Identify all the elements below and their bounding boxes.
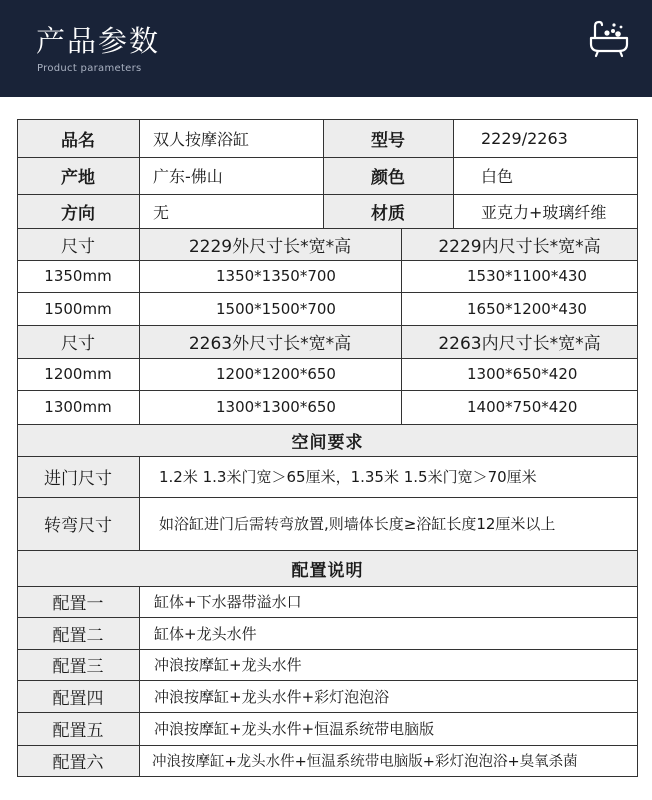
value-material: 亚克力+玻璃纤维 [481, 202, 607, 222]
size-2229-row-2-outer: 1500*1500*700 [216, 299, 336, 318]
header-banner [0, 0, 652, 97]
value-origin: 广东-佛山 [153, 167, 223, 186]
config-3-label: 配置三 [17, 649, 139, 680]
space-section-title: 空间要求 [17, 424, 638, 456]
size-2263-row-1-outer: 1200*1200*650 [216, 365, 336, 383]
value-color: 白色 [481, 167, 514, 186]
label-origin: 产地 [17, 157, 139, 194]
size-2263-row-2-inner: 1400*750*420 [467, 398, 578, 416]
config-section-title: 配置说明 [17, 550, 638, 586]
config-3-value: 冲浪按摩缸+龙头水件 [154, 656, 302, 674]
size-2229-row-1-outer: 1350*1350*700 [216, 267, 336, 285]
config-6-value: 冲浪按摩缸+龙头水件+恒温系统带电脑版+彩灯泡泡浴+臭氧杀菌 [152, 754, 578, 770]
space-turn-label: 转弯尺寸 [17, 497, 139, 550]
size-2263-inner-header: 2263内尺寸长*宽*高 [401, 325, 638, 358]
label-direction: 方向 [17, 194, 139, 228]
config-4-value: 冲浪按摩缸+龙头水件+彩灯泡泡浴 [154, 687, 390, 706]
label-name: 品名 [17, 119, 139, 157]
space-turn-value: 如浴缸进门后需转弯放置,则墙体长度≥浴缸长度12厘米以上 [159, 515, 556, 533]
size-2229-inner-header: 2229内尺寸长*宽*高 [401, 228, 638, 260]
page-title: 产品参数 [36, 24, 161, 58]
size-2263-row-2-outer: 1300*1300*650 [216, 398, 336, 416]
label-model: 型号 [323, 119, 453, 157]
config-6-label: 配置六 [17, 745, 139, 776]
size-2263-row-1-size: 1200mm [44, 365, 112, 383]
label-color: 颜色 [323, 157, 453, 194]
config-4-label: 配置四 [17, 680, 139, 712]
value-model: 2229/2263 [481, 128, 568, 148]
size-2229-label: 尺寸 [17, 228, 139, 260]
label-material: 材质 [323, 194, 453, 228]
size-2229-row-1-inner: 1530*1100*430 [467, 267, 587, 285]
size-2263-label: 尺寸 [17, 325, 139, 358]
size-2229-row-1-size: 1350mm [44, 267, 112, 285]
value-direction: 无 [153, 202, 170, 222]
config-2-value: 缸体+龙头水件 [154, 624, 257, 643]
space-door-value: 1.2米 1.3米门宽＞65厘米，1.35米 1.5米门宽＞70厘米 [159, 468, 537, 486]
page-subtitle: Product parameters [37, 63, 142, 74]
size-2229-row-2-size: 1500mm [44, 299, 112, 318]
value-name: 双人按摩浴缸 [153, 129, 250, 149]
bathtub-icon [586, 14, 632, 60]
size-2229-row-2-inner: 1650*1200*430 [467, 299, 587, 318]
config-1-value: 缸体+下水器带溢水口 [154, 593, 302, 611]
config-2-label: 配置二 [17, 617, 139, 649]
size-2229-outer-header: 2229外尺寸长*宽*高 [139, 228, 401, 260]
config-5-label: 配置五 [17, 712, 139, 745]
config-1-label: 配置一 [17, 586, 139, 617]
size-2263-row-1-inner: 1300*650*420 [467, 365, 578, 383]
size-2263-outer-header: 2263外尺寸长*宽*高 [139, 325, 401, 358]
space-door-label: 进门尺寸 [17, 456, 139, 497]
size-2263-row-2-size: 1300mm [44, 398, 112, 416]
config-5-value: 冲浪按摩缸+龙头水件+恒温系统带电脑版 [154, 720, 435, 738]
